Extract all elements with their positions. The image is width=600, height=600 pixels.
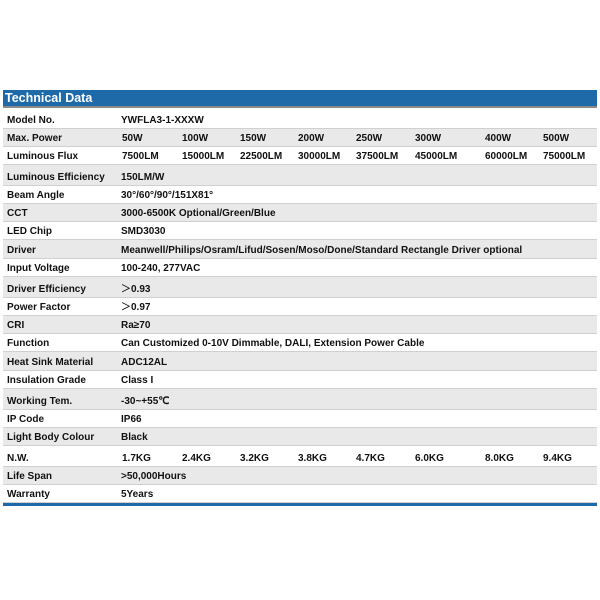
row-value: 30°/60°/90°/151X81°	[121, 190, 214, 201]
row-cell: 100W	[182, 133, 209, 144]
table-row	[3, 240, 597, 259]
table-row	[3, 485, 597, 503]
table-row	[3, 277, 597, 298]
table-row	[3, 108, 597, 129]
table-row	[3, 467, 597, 485]
row-value: ＞0.93	[121, 284, 151, 295]
row-cell: 250W	[356, 133, 383, 144]
row-value: Class I	[121, 375, 154, 386]
row-value: >50,000Hours	[121, 471, 187, 482]
row-label: IP Code	[7, 414, 45, 425]
row-value: Ra≥70	[121, 320, 151, 331]
row-value: ＞0.97	[121, 302, 151, 313]
row-cell: 1.7KG	[122, 453, 151, 464]
row-cell: 22500LM	[240, 151, 283, 162]
table-row	[3, 298, 597, 316]
row-cell: 200W	[298, 133, 325, 144]
row-cell: 50W	[122, 133, 143, 144]
table-row	[3, 129, 597, 147]
row-label: Model No.	[7, 115, 55, 126]
table-row	[3, 316, 597, 334]
table-row	[3, 334, 597, 352]
row-label: Light Body Colour	[7, 432, 95, 443]
row-cell: 4.7KG	[356, 453, 385, 464]
row-label: N.W.	[7, 453, 29, 464]
table-row	[3, 222, 597, 240]
title-bar	[3, 90, 597, 106]
row-label: Life Span	[7, 471, 53, 482]
row-cell: 60000LM	[485, 151, 528, 162]
table-row	[3, 446, 597, 467]
row-cell: 400W	[485, 133, 512, 144]
row-value: 100-240, 277VAC	[121, 263, 201, 274]
row-value: 3000-6500K Optional/Green/Blue	[121, 208, 276, 219]
row-cell: 7500LM	[122, 151, 159, 162]
row-label: Function	[7, 338, 50, 349]
row-label: Beam Angle	[7, 190, 65, 201]
row-value: Black	[121, 432, 148, 443]
row-value: YWFLA3-1-XXXW	[121, 115, 204, 126]
row-cell: 30000LM	[298, 151, 341, 162]
table-title: Technical Data	[5, 91, 93, 105]
row-cell: 300W	[415, 133, 442, 144]
row-value: 150LM/W	[121, 172, 165, 183]
row-label: Luminous Efficiency	[7, 172, 105, 183]
row-cell: 75000LM	[543, 151, 586, 162]
table-row	[3, 186, 597, 204]
row-value: ADC12AL	[121, 357, 168, 368]
bottom-rule	[3, 503, 597, 506]
spec-rows	[3, 108, 597, 503]
row-label: Luminous Flux	[7, 151, 79, 162]
table-row	[3, 428, 597, 446]
row-label: Heat Sink Material	[7, 357, 94, 368]
row-label: Max. Power	[7, 133, 63, 144]
row-label: Insulation Grade	[7, 375, 86, 386]
table-row	[3, 259, 597, 277]
row-value: 5Years	[121, 489, 154, 500]
row-value: Meanwell/Philips/Osram/Lifud/Sosen/Moso/Done/Standard Rectangle Driver optional	[121, 245, 523, 256]
table-row	[3, 165, 597, 186]
row-value: -30~+55℃	[121, 396, 170, 407]
table-row	[3, 147, 597, 165]
row-cell: 2.4KG	[182, 453, 211, 464]
row-label: Driver	[7, 245, 36, 256]
row-cell: 3.2KG	[240, 453, 269, 464]
row-cell: 3.8KG	[298, 453, 327, 464]
row-value: SMD3030	[121, 226, 166, 237]
table-row	[3, 389, 597, 410]
row-label: Power Factor	[7, 302, 71, 313]
row-label: Working Tem.	[7, 396, 73, 407]
row-label: Driver Efficiency	[7, 284, 86, 295]
table-row	[3, 371, 597, 389]
row-label: CCT	[7, 208, 28, 219]
row-cell: 500W	[543, 133, 570, 144]
row-cell: 37500LM	[356, 151, 399, 162]
table-row	[3, 204, 597, 222]
row-cell: 9.4KG	[543, 453, 572, 464]
row-cell: 45000LM	[415, 151, 458, 162]
table-row	[3, 352, 597, 371]
technical-data-table	[3, 90, 597, 506]
row-label: CRI	[7, 320, 25, 331]
row-value: Can Customized 0-10V Dimmable, DALI, Extension Power Cable	[121, 338, 425, 349]
row-value: IP66	[121, 414, 142, 425]
row-cell: 15000LM	[182, 151, 225, 162]
row-label: Input Voltage	[7, 263, 70, 274]
row-label: Warranty	[7, 489, 50, 500]
row-cell: 8.0KG	[485, 453, 514, 464]
table-row	[3, 410, 597, 428]
row-cell: 6.0KG	[415, 453, 444, 464]
row-cell: 150W	[240, 133, 267, 144]
row-label: LED Chip	[7, 226, 52, 237]
